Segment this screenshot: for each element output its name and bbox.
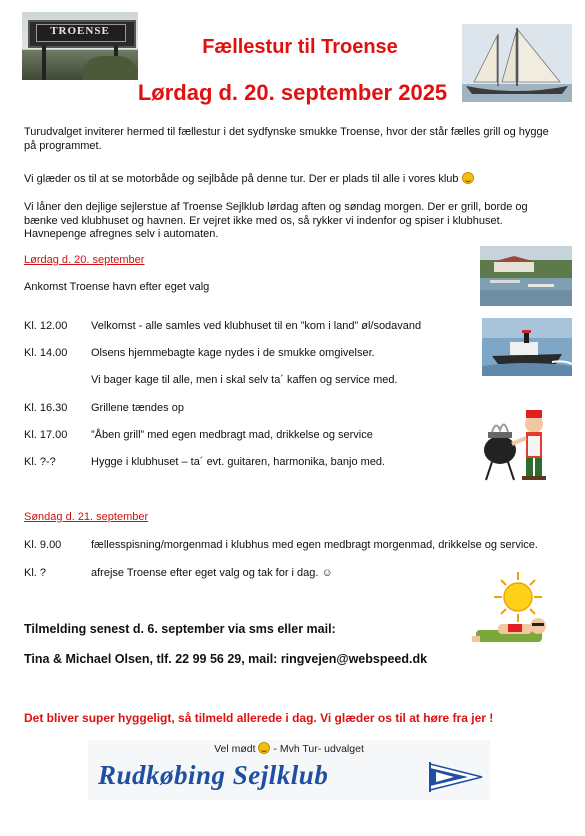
- smiley-icon: [462, 172, 474, 184]
- signup-contact: Tina & Michael Olsen, tlf. 22 99 56 29, mail: ringvejen@webspeed.dk: [24, 652, 428, 666]
- motorboat-image: [482, 318, 572, 376]
- motorboat-photo: [482, 318, 572, 376]
- schedule-time: Kl. 9.00: [24, 539, 62, 551]
- footer-banner: [88, 740, 490, 800]
- schedule-desc: afrejse Troense efter eget valg og tak for i dag. ☺: [91, 567, 333, 579]
- sign-text: TROENSE: [50, 25, 110, 37]
- club-pennant-icon: [428, 762, 484, 792]
- arrival-text: Ankomst Troense havn efter eget valg: [24, 281, 210, 293]
- grill-icon: [478, 402, 556, 482]
- page-title: Fællestur til Troense: [202, 36, 398, 58]
- schedule-time: Kl. 17.00: [24, 429, 68, 441]
- schedule-desc: fællesspisning/morgenmad i klubhus med egen medbragt morgenmad, drikkelse og service.: [91, 539, 538, 551]
- schedule-desc: Vi bager kage til alle, men i skal selv ta´ kaffen og service med.: [91, 374, 398, 386]
- smiley-icon: [258, 742, 270, 754]
- event-date: Lørdag d. 20. september 2025: [137, 80, 448, 105]
- schedule-desc: Hygge i klubhuset – ta´ evt. guitaren, harmonika, banjo med.: [91, 456, 386, 468]
- schedule-time: Kl. 14.00: [24, 347, 68, 359]
- greeting-text-b: - Mvh Tur- udvalget: [273, 743, 364, 755]
- sunday-heading: Søndag d. 21. september: [24, 511, 149, 523]
- troense-sign-photo: [22, 12, 138, 80]
- club-logo-text: Rudkøbing Sejlklub: [98, 760, 329, 790]
- troense-harbour-photo: [480, 246, 572, 306]
- intro-paragraph-2-text: Vi glæder os til at se motorbåde og sejlbåde på denne tur. Der er plads til alle i vores klub: [24, 173, 459, 185]
- sailboat-image: [462, 24, 572, 102]
- schedule-time: Kl. ?-?: [24, 456, 56, 468]
- intro-paragraph-3: Vi låner den dejlige sejlerstue af Troense Sejlklub lørdag aften og søndag morgen. Der er grill, borde og bænke ved klubhuset og havnen. Er vejret ikke med os, så rykker vi indenfor og spiser i klubhuset. Havnepenge afregnes selv i automaten.: [24, 201, 528, 240]
- schedule-desc: Olsens hjemmebagte kage nydes i de smukke omgivelser.: [91, 347, 375, 359]
- intro-paragraph-2: [24, 172, 569, 187]
- saturday-heading: Lørdag d. 20. september: [24, 254, 145, 266]
- grill-chef-cartoon: [478, 402, 556, 482]
- footer-greeting: [88, 742, 490, 755]
- greeting-text-a: Vel mødt: [214, 743, 256, 755]
- sailboat-photo: [462, 24, 572, 102]
- schedule-row: [0, 539, 585, 553]
- sun-icon: [468, 570, 552, 650]
- schedule-time: Kl. 12.00: [24, 320, 68, 332]
- signup-deadline: Tilmelding senest d. 6. september via sms eller mail:: [24, 622, 336, 636]
- schedule-desc: Grillene tændes op: [91, 402, 184, 414]
- schedule-time: Kl. ?: [24, 567, 47, 579]
- schedule-time: Kl. 16.30: [24, 402, 68, 414]
- schedule-desc: ”Åben grill” med egen medbragt mad, drikkelse og service: [91, 429, 373, 441]
- harbour-image: [480, 246, 572, 306]
- sunbathing-cartoon: [468, 570, 552, 650]
- schedule-row: [0, 374, 585, 388]
- schedule-desc: Velkomst - alle samles ved klubhuset til en ”kom i land” øl/sodavand: [91, 320, 422, 332]
- closing-message: Det bliver super hyggeligt, så tilmeld allerede i dag. Vi glæder os til at høre fra jer !: [24, 711, 494, 725]
- intro-paragraph-1: Turudvalget inviterer hermed til fællestur i det sydfynske smukke Troense, hvor der står fælles grill og hygge på programmet.: [24, 126, 549, 152]
